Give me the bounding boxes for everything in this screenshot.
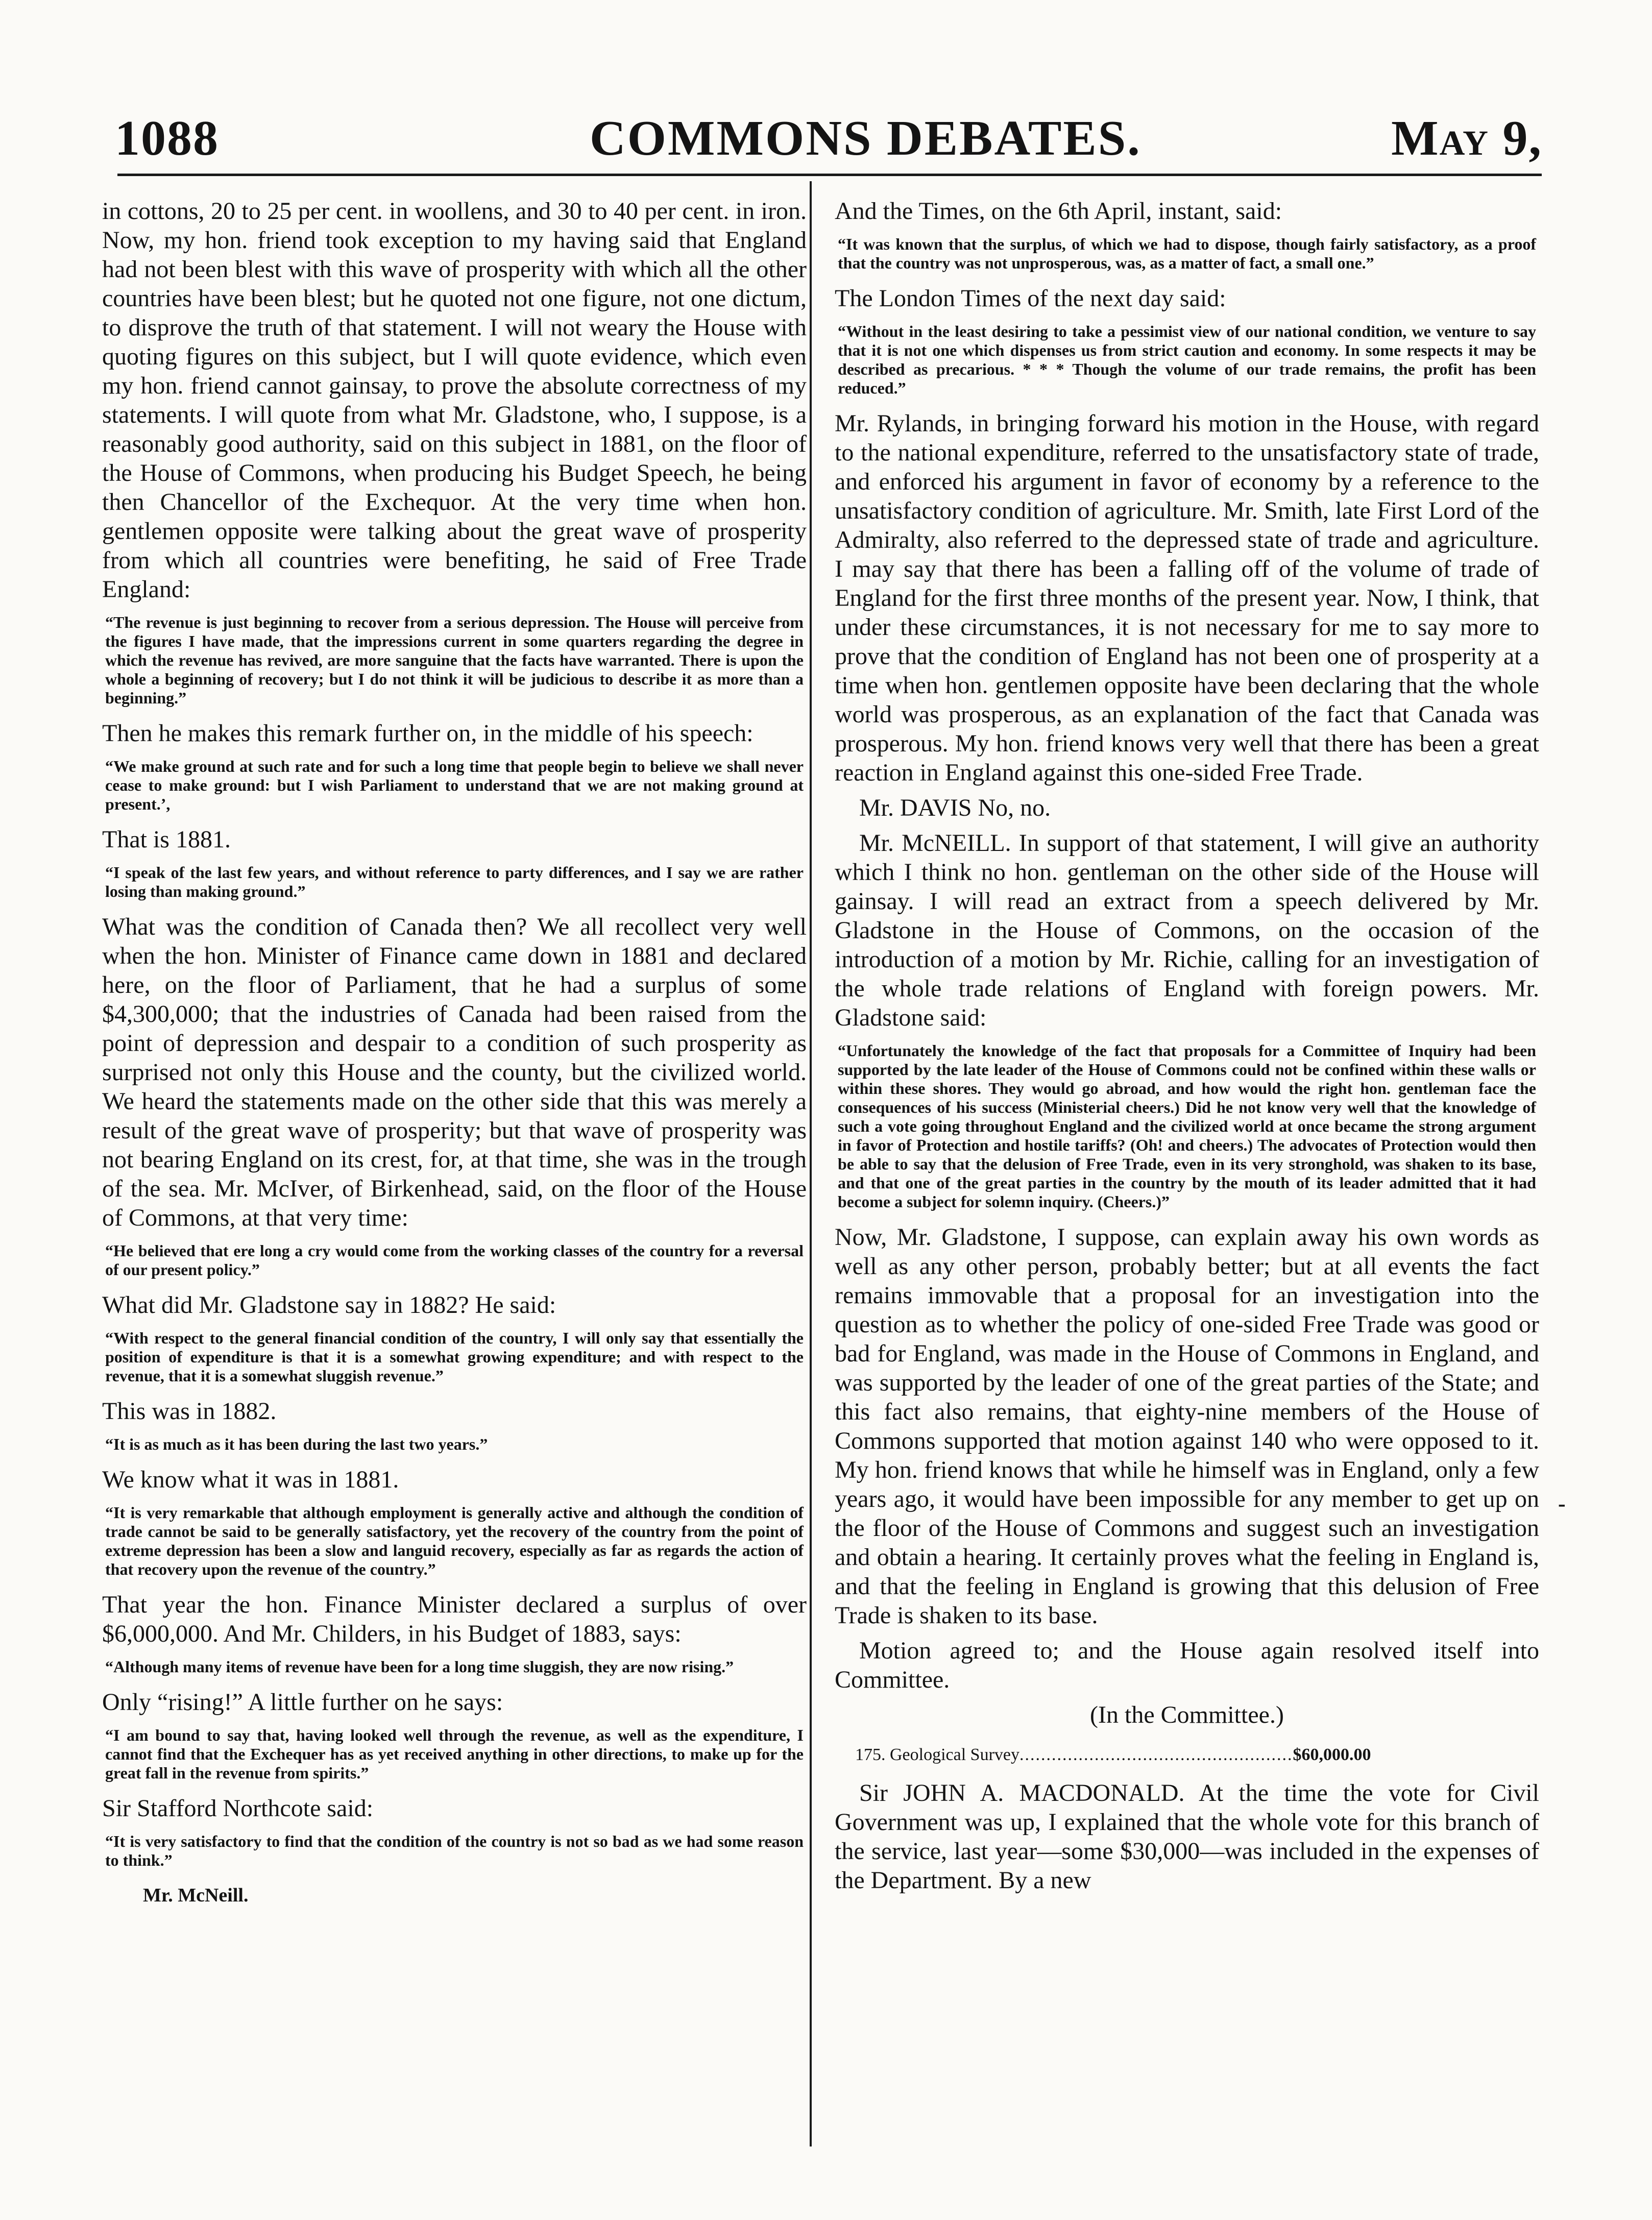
- speaker-signature: Mr. McNeill.: [143, 1885, 249, 1906]
- body-paragraph: The London Times of the next day said:: [835, 285, 1226, 312]
- vote-amount: $60,000.00: [1293, 1745, 1371, 1764]
- speech-paragraph: Motion agreed to; and the House again resolved itself into Committee.: [835, 1637, 1539, 1693]
- body-paragraph: Mr. Rylands, in bringing forward his motion in the House, with regard to the national expenditure, referred to the unsatisfactory state of trade, and enforced his argument in favor of economy by a reference to the unsatisfactory condition of agriculture. Mr. Smith, late First Lord of the Admiralty, also referred to the depressed state of trade and agriculture. I may say that there has been a falling off of the volume of trade of England for the first three months of the present year. Now, I think, that under these circumstances, it is not necessary for me to say more to prove that the condition of England has not been one of prosperity at a time when hon. gentlemen opposite have been declaring that the whole world was prosperous, as an explanation of the fact that Canada was prosperous. My hon. friend knows very well that there has been a great reaction in England against this one-sided Free Trade.: [835, 410, 1539, 786]
- speech-paragraph: Mr. McNEILL. In support of that statement, I will give an authority which I think no hon. gentleman on the other side of the House will gainsay. I will read an extract from a speech delivered by Mr. Gladstone in the House of Commons, on the occasion of the introduction of a motion by Mr. Richie, calling for an investigation of the whole trade relations of England with foreign powers. Mr. Gladstone said:: [835, 830, 1539, 1031]
- body-paragraph: Sir Stafford Northcote said:: [102, 1795, 374, 1822]
- quoted-extract: “I speak of the last few years, and without reference to party differences, and I say we are rather losing than making ground.”: [105, 863, 804, 900]
- quoted-extract: “We make ground at such rate and for such a long time that people begin to believe we shall never cease to make ground: but I wish Parliament to understand that we are not making ground at present.’,: [105, 757, 804, 813]
- quoted-extract: “It is very satisfactory to find that the condition of the country is not so bad as we had some reason to think.”: [105, 1832, 804, 1869]
- page-number: 1088: [115, 111, 219, 166]
- body-paragraph: That is 1881.: [102, 826, 231, 853]
- body-paragraph: And the Times, on the 6th April, instant, said:: [835, 198, 1282, 225]
- page-date: May 9,: [1391, 111, 1542, 166]
- body-paragraph: Then he makes this remark further on, in the middle of his speech:: [102, 720, 754, 747]
- quoted-extract: “I am bound to say that, having looked well through the revenue, as well as the expenditure, I cannot find that the Exchequer has as yet received anything in other directions, to make up for the great fall in the revenue from spirits.”: [105, 1726, 804, 1782]
- publication-title: COMMONS DEBATES.: [590, 111, 1141, 166]
- vote-item: [855, 1745, 1539, 1765]
- header-rule: [117, 174, 1542, 176]
- quoted-extract: “It is very remarkable that although employment is generally active and although the condition of trade cannot be said to be generally satisfactory, yet the recovery of the country from the point of extreme depression has been a slow and languid recovery, especially as far as regards the action of that recovery upon the revenue of the country.”: [105, 1503, 804, 1578]
- body-paragraph: That year the hon. Finance Minister declared a surplus of over $6,000,000. And Mr. Childers, in his Budget of 1883, says:: [102, 1591, 807, 1647]
- body-paragraph: Now, Mr. Gladstone, I suppose, can explain away his own words as well as any other person, probably better; but at all events the fact remains immovable that a proposal for an investigation into the question as to whether the policy of one-sided Free Trade was good or bad for England, was made in the House of Commons in England, and was supported by the leader of one of the great parties of the State; and this fact also remains, that eighty-nine members of the House of Commons supported that motion against 140 who were opposed to it. My hon. friend knows that while he himself was in England, only a few years ago, it would have been impossible for any member to get up on the floor of the House of Commons and suggest such an investigation and obtain a hearing. It certainly proves what the feeling in England is, and that the feeling in England is growing that this delusion of Free Trade is shaken to its base.: [835, 1224, 1539, 1629]
- quoted-extract: “He believed that ere long a cry would come from the working classes of the country for a reversal of our present policy.”: [105, 1241, 804, 1279]
- quoted-extract: “It was known that the surplus, of which we had to dispose, though fairly satisfactory, as a proof that the country was not unprosperous, was, as a matter of fact, a small one.”: [838, 235, 1536, 272]
- body-paragraph: in cottons, 20 to 25 per cent. in woollens, and 30 to 40 per cent. in iron. Now, my hon. friend took exception to my having said that England had not been blest with this wave of prosperity with which all the other countries have been blest; but he quoted not one figure, not one dictum, to disprove the truth of that statement. I will not weary the House with quoting figures on this subject, but I will quote evidence, which even my hon. friend cannot gainsay, to prove the absolute correctness of my statements. I will quote from what Mr. Gladstone, who, I suppose, is a reasonably good authority, said on this subject in 1881, on the floor of the House of Commons, when producing his Budget Speech, he being then Chancellor of the Exchequor. At the very time when hon. gentlemen opposite were talking about the great wave of prosperity from which all countries were benefiting, he said of Free Trade England:: [102, 198, 807, 603]
- vote-leader-dots: ...................................................: [1019, 1745, 1293, 1764]
- body-paragraph: What was the condition of Canada then? We all recollect very well when the hon. Minister of Finance came down in 1881 and declared here, on the floor of Parliament, that he had a surplus of some $4,300,000; that the industries of Canada had been raised from the point of depression and despair to a condition of such prosperity as surprised not only this House and the county, but the civilized world. We heard the statements made on the other side that this was merely a result of the great wave of prosperity; but that wave of prosperity was not bearing England on its crest, for, at that time, she was in the trough of the sea. Mr. McIver, of Birkenhead, said, on the floor of the House of Commons, at that very time:: [102, 913, 807, 1231]
- quoted-extract: “It is as much as it has been during the last two years.”: [105, 1435, 488, 1453]
- quoted-extract: “Unfortunately the knowledge of the fact that proposals for a Committee of Inquiry had been supported by the late leader of the House of Commons could not be confined within these walls or within these shores. They would go abroad, and how would the right hon. gentleman face the consequences of his success (Ministerial cheers.) Did he not know very well that the knowledge of such a vote going throughout England and the civilized world at once became the strong argument in favor of Protection and hostile tariffs? (Oh! and cheers.) The advocates of Protection would then be able to say that the delusion of Free Trade, even in its very stronghold, was shaken to its base, and that one of the great parties in the country by the mouth of its leader admitted that it had become a subject for solemn inquiry. (Cheers.)”: [838, 1041, 1536, 1211]
- body-paragraph: This was in 1882.: [102, 1398, 277, 1425]
- body-paragraph: Only “rising!” A little further on he says:: [102, 1689, 503, 1716]
- speech-paragraph: Mr. DAVIS No, no.: [859, 794, 1051, 821]
- quoted-extract: “Although many items of revenue have been for a long time sluggish, they are now rising.”: [105, 1657, 734, 1676]
- left-column: [102, 197, 807, 1910]
- quoted-extract: “The revenue is just beginning to recover from a serious depression. The House will perceive from the figures I have made, that the impressions current in some quarters regarding the degree in which the revenue has revived, are more sanguine that the facts have warranted. There is upon the whole a beginning of recovery; but I do not think it will be judicious to describe it as more than a beginning.”: [105, 613, 804, 707]
- speech-paragraph: Sir JOHN A. MACDONALD. At the time the vote for Civil Government was up, I explained that the whole vote for this branch of the service, last year—some $30,000—was included in the expenses of the Department. By a new: [835, 1779, 1539, 1894]
- body-paragraph: We know what it was in 1881.: [102, 1466, 399, 1493]
- section-heading: (In the Committee.): [1090, 1701, 1284, 1728]
- quoted-extract: “Without in the least desiring to take a pessimist view of our national condition, we venture to say that it is not one which dispenses us from strict caution and economy. In some respects it may be described as precarious. * * * Though the volume of our trade remains, the profit has been reduced.”: [838, 322, 1536, 397]
- body-paragraph: What did Mr. Gladstone say in 1882? He said:: [102, 1291, 556, 1319]
- right-column: [835, 197, 1539, 1895]
- column-divider: [810, 181, 812, 2146]
- page-header: [0, 0, 1652, 168]
- quoted-extract: “With respect to the general financial condition of the country, I will only say that essentially the position of expenditure is that it is a somewhat growing expenditure; and with respect to the revenue, that it is a somewhat sluggish revenue.”: [105, 1329, 804, 1385]
- margin-mark: -: [1558, 1491, 1566, 1516]
- vote-label: 175. Geological Survey: [855, 1745, 1019, 1764]
